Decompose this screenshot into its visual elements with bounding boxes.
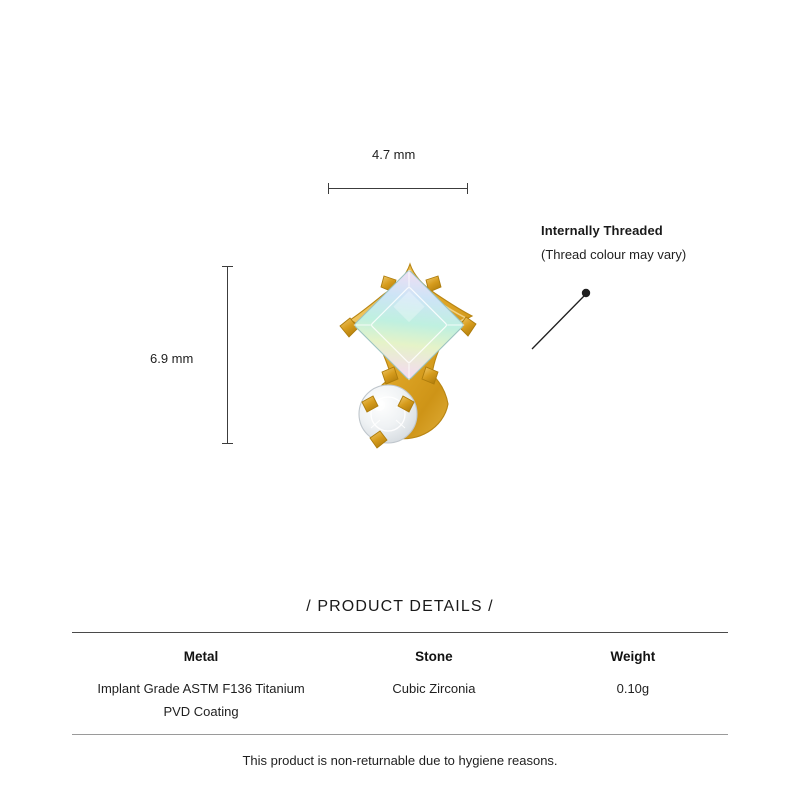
spec-table bbox=[72, 633, 728, 734]
spec-column-stone bbox=[330, 649, 538, 724]
spec-header-metal: Metal bbox=[183, 649, 219, 664]
callout-subtitle: (Thread colour may vary) bbox=[541, 247, 687, 262]
callout-leader-line-icon bbox=[528, 285, 598, 355]
callout-title: Internally Threaded bbox=[541, 223, 663, 238]
height-bar-bottom-cap bbox=[222, 443, 233, 444]
cz-round-stone bbox=[359, 385, 417, 443]
spec-header-stone: Stone bbox=[415, 649, 453, 664]
spec-header-weight: Weight bbox=[610, 649, 656, 664]
product-details-section bbox=[72, 598, 728, 768]
height-dimension-label: 6.9 mm bbox=[150, 351, 194, 366]
spec-column-weight bbox=[538, 649, 728, 724]
width-bar-right-cap bbox=[467, 183, 468, 194]
height-bar-line bbox=[227, 266, 228, 444]
width-bar-line bbox=[328, 188, 468, 189]
spec-value-metal-line1: Implant Grade ASTM F136 Titanium bbox=[97, 681, 305, 696]
product-details-heading: / PRODUCT DETAILS / bbox=[306, 598, 494, 615]
spec-value-stone: Cubic Zirconia bbox=[392, 681, 476, 696]
spec-value-weight: 0.10g bbox=[616, 681, 650, 696]
width-dimension-label: 4.7 mm bbox=[372, 147, 416, 162]
ab-princess-stone bbox=[354, 270, 464, 380]
spec-value-metal-line2: PVD Coating bbox=[163, 703, 239, 719]
spec-column-metal bbox=[72, 649, 330, 724]
height-dimension-bar bbox=[222, 266, 234, 444]
width-dimension-bar bbox=[328, 183, 468, 195]
product-image bbox=[310, 250, 510, 480]
internally-threaded-callout bbox=[541, 223, 771, 262]
return-policy-note: This product is non-returnable due to hygiene reasons. bbox=[242, 752, 558, 768]
